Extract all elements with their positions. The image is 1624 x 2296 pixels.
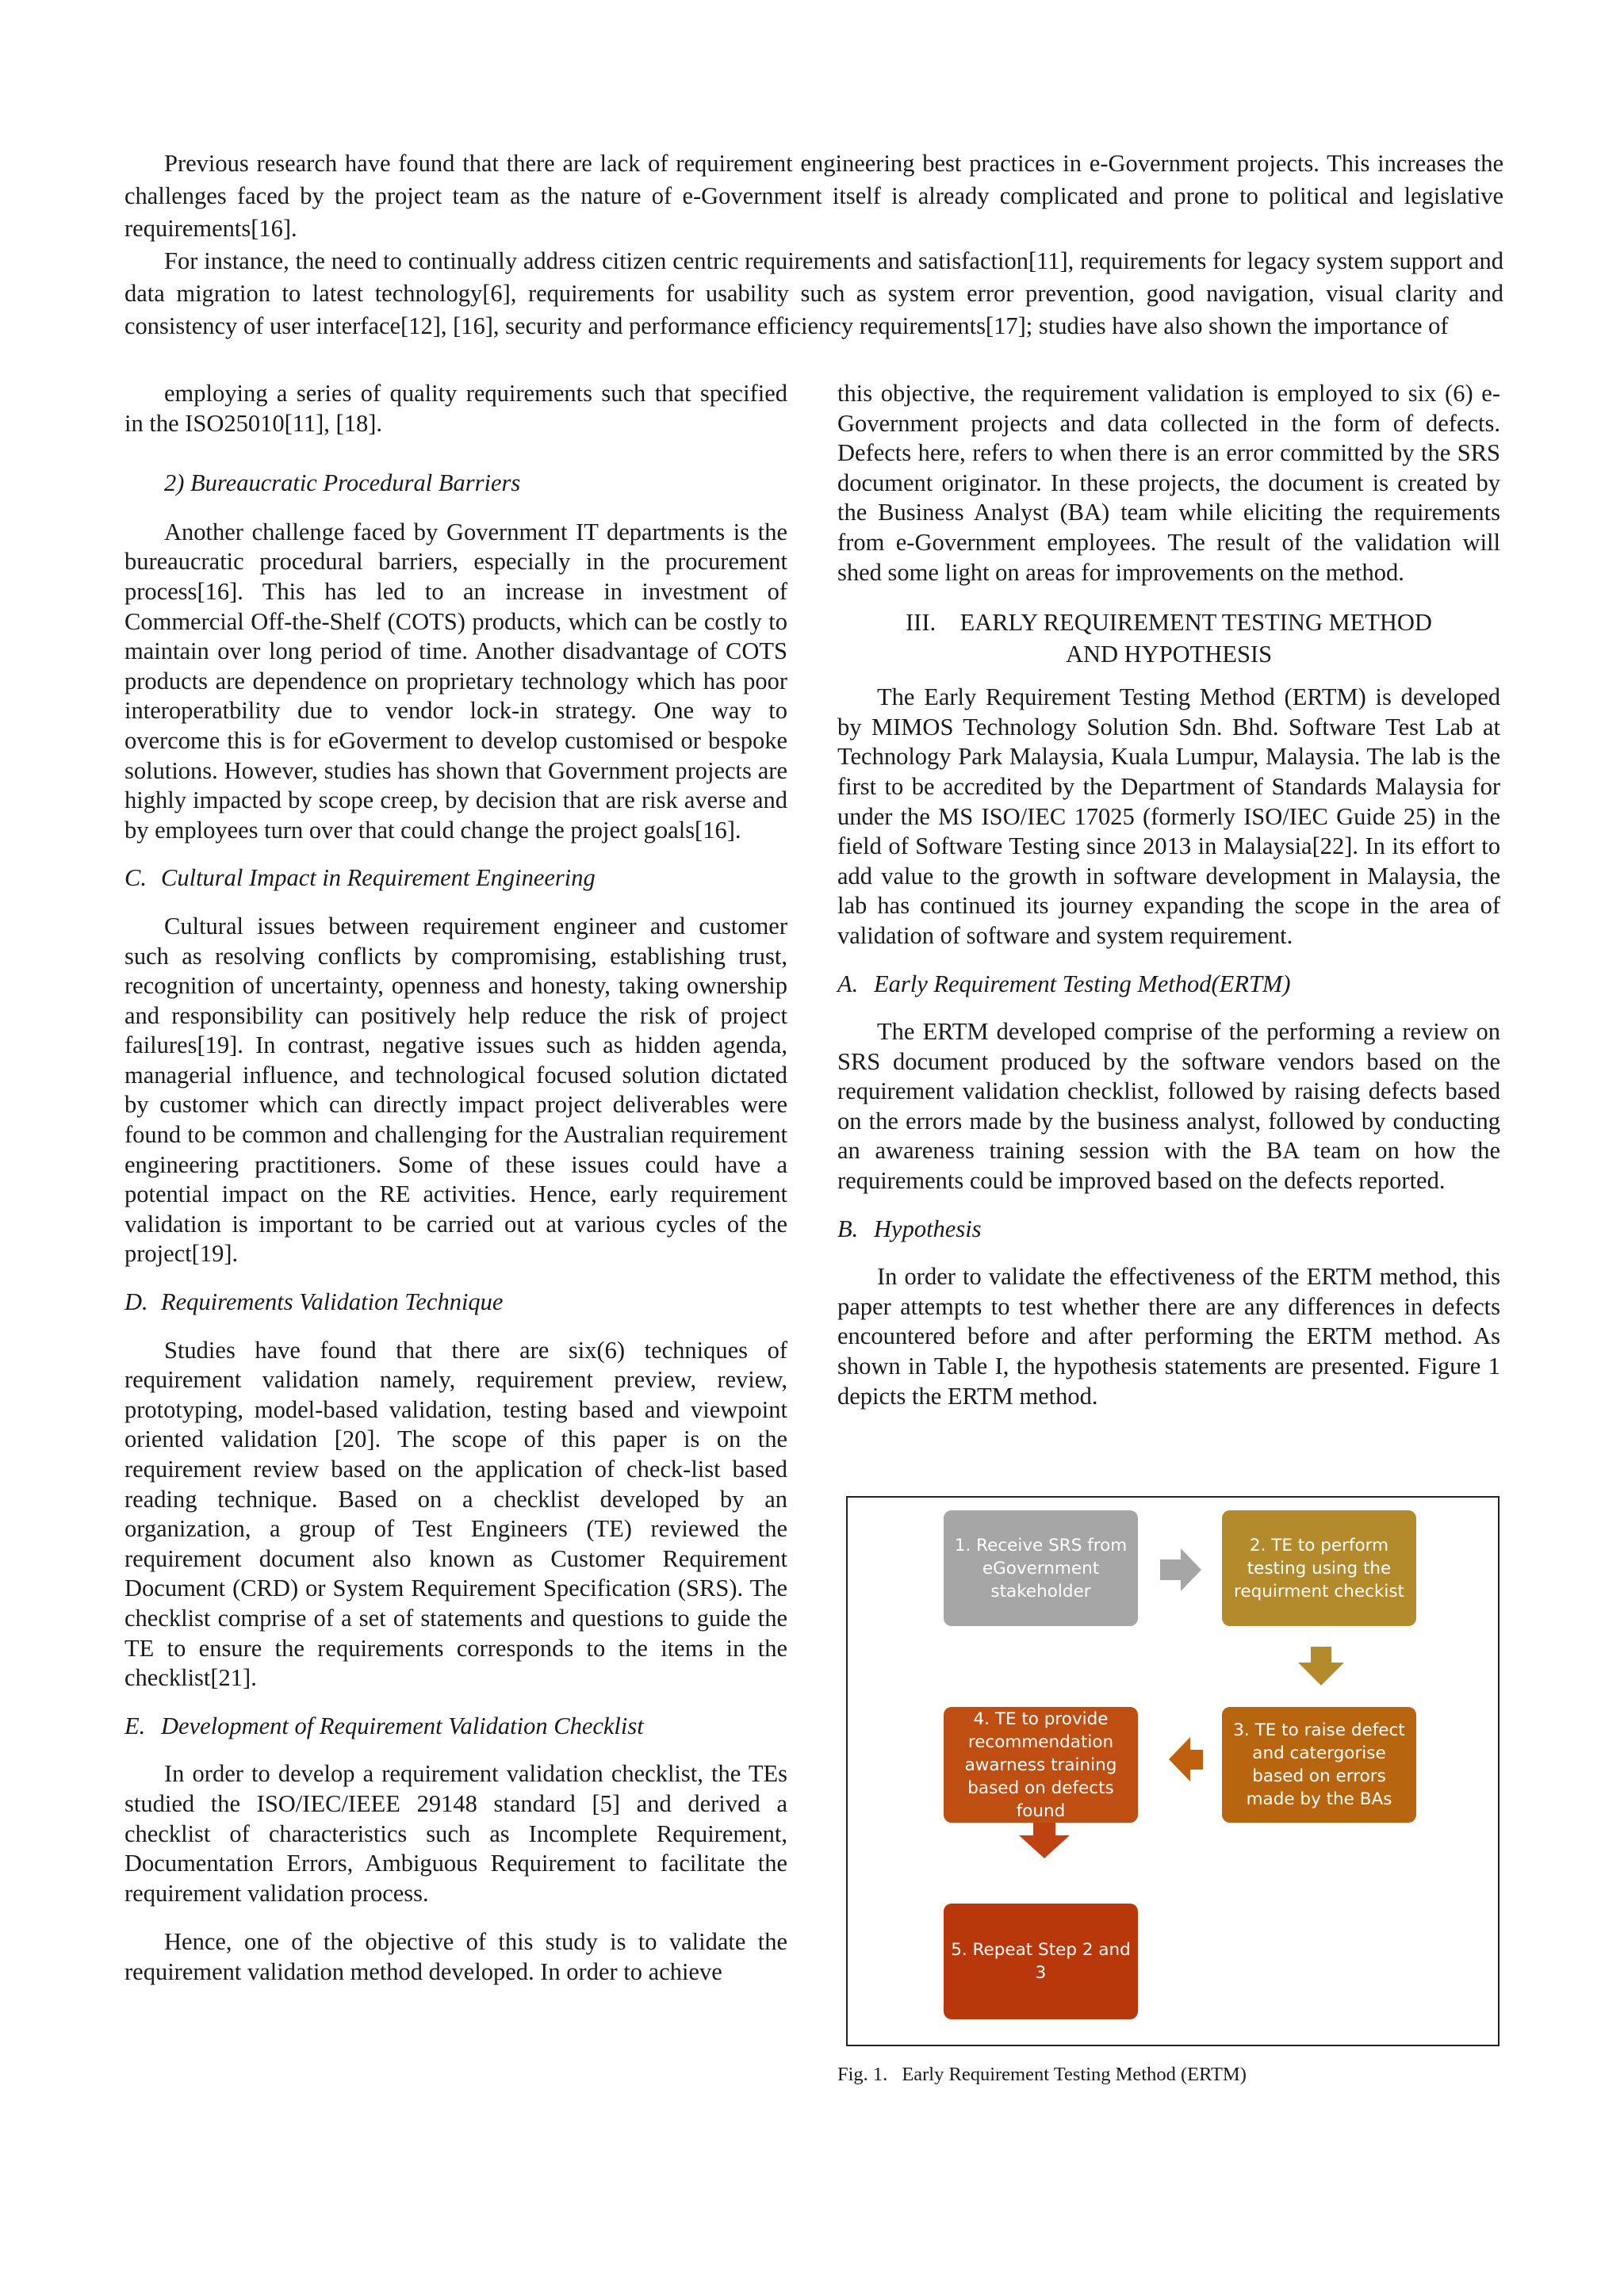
figure-caption-label: Fig. 1. [837, 2064, 888, 2085]
section-heading-iii-line1 [837, 607, 1500, 638]
section-heading-ertm [837, 970, 1500, 1000]
section-title: Early Requirement Testing Method(ERTM) [874, 970, 1291, 997]
hypothesis-paragraph: In order to validate the effectiveness of the ERTM method, this paper attempts to test whether there are any differences in defects encountered before and after performing the ERTM method. As shown in Table I, the hypothesis statements are presented. Figure 1 depicts the ERTM method. [837, 1263, 1500, 1410]
bureaucratic-paragraph: Another challenge faced by Government IT departments is the bureaucratic procedural barriers, especially in the procurement process[16]. This has led to an increase in investment of Commercial Off-the-Shelf (COTS) products, which can be costly to maintain over long period of time. Another disadvantage of COTS products are dependence on proprietary technology which has poor interoperatbility due to vendor lock-in strategy. One way to overcome this is for eGoverment to develop customised or bespoke solutions. However, studies has shown that Government projects are highly impacted by scope creep, by decision that are risk averse and by employees turn over that could change the project goals[16]. [124, 518, 787, 844]
figure-caption-text: Early Requirement Testing Method (ERTM) [902, 2064, 1247, 2085]
section-title-line1: EARLY REQUIREMENT TESTING METHOD [959, 609, 1432, 637]
step-4-label: 4. TE to provide recommendation awarness training based on defects found [964, 1709, 1117, 1821]
section-title: Requirements Validation Technique [161, 1288, 504, 1316]
section-title: Bureaucratic Procedural Barriers [190, 469, 521, 497]
arrow-left-icon [1169, 1737, 1203, 1781]
step-1-label: 1. Receive SRS from eGovernment stakeholder [954, 1535, 1128, 1601]
step-2-label: 2. TE to perform testing using the requirment checkist [1234, 1535, 1404, 1601]
step-5-box [944, 1904, 1138, 2019]
section-number: III. [906, 609, 936, 637]
section-title: Development of Requirement Validation Checklist [161, 1712, 644, 1739]
intro-paragraph-2: For instance, the need to continually address citizen centric requirements and satisfaction[11], requirements for legacy system support and data migration to latest technology[6], requirements for usability such as system error prevention, good navigation, visual clarity and consistency of user interface[12], [16], security and performance efficiency requirements[17]; studies have also shown the importance of [124, 247, 1503, 339]
cultural-paragraph: Cultural issues between requirement engineer and customer such as resolving conflicts by compromising, establishing trust, recognition of uncertainty, openness and honesty, taking ownership and responsibility can positively help reduce the risk of project failures[19]. In contrast, negative issues such as hidden agenda, managerial influence, and technological focused solution dictated by customer which can directly impact project deliverables were found to be common and challenging for the Australian requirement engineering practitioners. Some of these issues could have a potential impact on the RE activities. Hence, early requirement validation is important to be carried out at various cycles of the project[19]. [124, 912, 787, 1268]
section-heading-cultural [124, 863, 787, 894]
section-title-line2: AND HYPOTHESIS [1065, 641, 1273, 668]
section-heading-iii [837, 607, 1500, 670]
section-number: B. [837, 1215, 859, 1242]
section-heading-hypothesis [837, 1215, 1500, 1245]
arrow-right-icon [1160, 1548, 1201, 1591]
arrow-down-icon [1019, 1823, 1070, 1858]
step-1-box [944, 1510, 1138, 1626]
validation-technique-paragraph: Studies have found that there are six(6) techniques of requirement validation namely, requirement preview, review, prototyping, model-based validation, testing based and viewpoint oriented validation [20]. The scope of this paper is on the requirement review based on the application of check-list based reading technique. Based on a checklist developed by an organization, a group of Test Engineers (TE) reviewed the requirement document also known as Customer Requirement Document (CRD) or System Requirement Specification (SRS). The checklist comprise of a set of statements and questions to guide the TE to ensure the requirements corresponds to the items in the checklist[21]. [124, 1336, 787, 1692]
step-5-label: 5. Repeat Step 2 and 3 [951, 1940, 1131, 1983]
right-continuation-paragraph: this objective, the requirement validation is employed to six (6) e-Government projects and data collected in the form of defects. Defects here, refers to when there is an error committed by the SRS document originator. In these projects, the document is created by the Business Analyst (BA) team while eliciting the requirements from e-Government employees. The result of the validation will shed some light on areas for improvements on the method. [837, 380, 1500, 586]
right-column [837, 379, 1500, 1411]
checklist-paragraph: In order to develop a requirement validation checklist, the TEs studied the ISO/IEC/IEEE 29148 standard [5] and derived a checklist of characteristics such as Incomplete Requirement, Documentation Errors, Ambiguous Requirement to facilitate the requirement validation process. [124, 1760, 787, 1907]
section-heading-bureaucratic [124, 469, 787, 499]
section-title: Cultural Impact in Requirement Engineering [161, 864, 596, 892]
section-number: 2) [164, 469, 185, 497]
section-number: C. [124, 864, 147, 892]
section-number: D. [124, 1288, 148, 1316]
arrow-down-icon [1298, 1647, 1344, 1686]
ertm-paragraph: The ERTM developed comprise of the performing a review on SRS document produced by the software vendors based on the requirement validation checklist, followed by raising defects based on the errors made by the business analyst, followed by conducting an awareness training session with the BA team on how the requirements could be improved based on the defects reported. [837, 1018, 1500, 1195]
left-column [124, 379, 787, 1988]
figure-ertm-diagram [846, 1496, 1500, 2046]
section-number: A. [837, 970, 859, 997]
step-3-box [1222, 1707, 1416, 1823]
section-heading-validation-technique [124, 1288, 787, 1318]
section-heading-checklist [124, 1712, 787, 1742]
step-2-box [1222, 1510, 1416, 1626]
ertm-intro-paragraph: The Early Requirement Testing Method (ERTM) is developed by MIMOS Technology Solution Sdn. Bhd. Software Test Lab at Technology Park Malaysia, Kuala Lumpur, Malaysia. The lab is the first to be accredited by the Department of Standards Malaysia for under the MS ISO/IEC 17025 (formerly ISO/IEC Guide 25) in the field of Software Testing since 2013 in Malaysia[22]. In its effort to add value to the growth in software development in Malaysia, the lab has continued its journey expanding the scope in the area of validation of software and system requirement. [837, 683, 1500, 949]
figure-caption [837, 2063, 1247, 2087]
section-title: Hypothesis [874, 1215, 982, 1242]
left-continuation-paragraph: employing a series of quality requirements such that specified in the ISO25010[11], [18]. [124, 380, 787, 437]
objective-paragraph: Hence, one of the objective of this study is to validate the requirement validation method developed. In order to achieve [124, 1928, 787, 1985]
step-4-box [944, 1707, 1138, 1823]
section-number: E. [124, 1712, 146, 1739]
intro-paragraph-1: Previous research have found that there are lack of requirement engineering best practices in e-Government projects. This increases the challenges faced by the project team as the nature of e-Government itself is already complicated and prone to political and legislative requirements[16]. [124, 150, 1503, 242]
step-3-label: 3. TE to raise defect and catergorise based on errors made by the BAs [1233, 1720, 1405, 1809]
